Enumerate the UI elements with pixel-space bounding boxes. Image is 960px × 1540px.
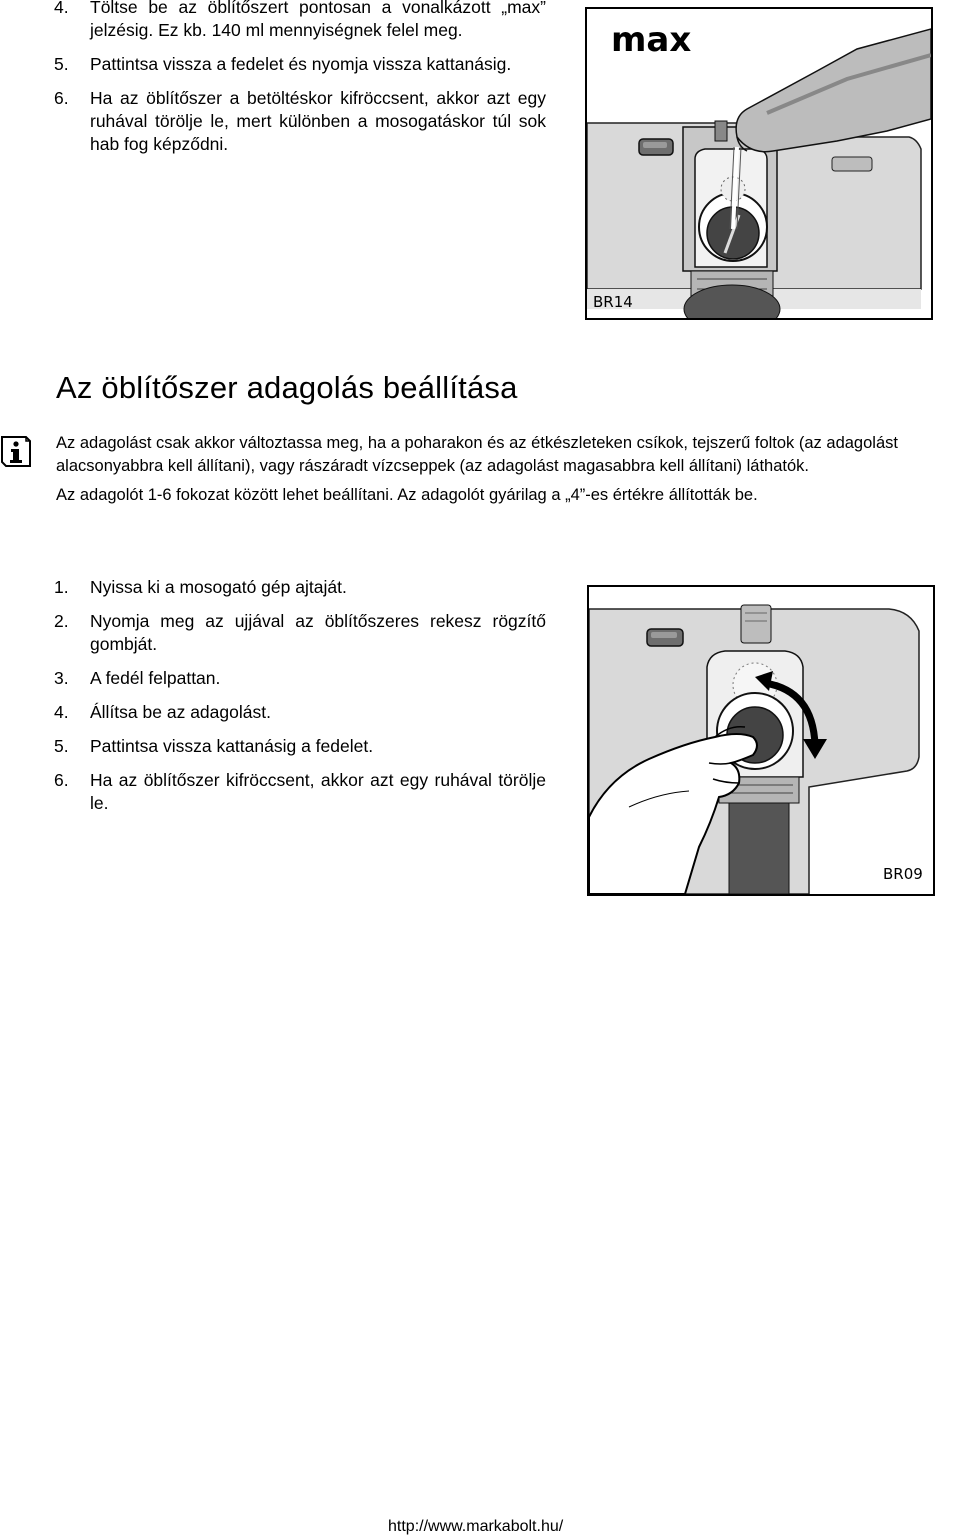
step-item: 3. A fedél felpattan. [54, 668, 221, 688]
step-item: 2. Nyomja meg az ujjával az öblítőszeres rekesz rögzítő gombját. [54, 611, 546, 654]
info-text [56, 432, 932, 513]
figure-code: BR09 [883, 865, 923, 883]
info-paragraph: Az adagolót 1-6 fokozat között lehet beállítani. Az adagolót gyárilag a „4”-es értékre állították be. [56, 486, 758, 504]
filling-drawing [587, 9, 931, 318]
step-item: 4. Töltse be az öblítőszert pontosan a vonalkázott „max” jelzésig. Ez kb. 140 ml mennyiségnek felel meg. [54, 0, 546, 40]
info-paragraph: Az adagolást csak akkor változtassa meg, ha a poharakon és az étkészleteken csíkok, tejszerű foltok (az adagolást alacsonyabbra kell állítani), vagy rászáradt vízcseppek (az adagolást magasabbra kell állítani) láthatók. [56, 434, 898, 475]
figure-code: BR14 [593, 293, 633, 311]
step-item: 1. Nyissa ki a mosogató gép ajtaját. [54, 577, 347, 597]
adjusting-illustration [587, 585, 935, 896]
step-item: 5. Pattintsa vissza a fedelet és nyomja vissza kattanásig. [54, 54, 512, 74]
step-item: 6. Ha az öblítőszer kifröccsent, akkor azt egy ruhával törölje le. [54, 770, 546, 813]
step-item: 5. Pattintsa vissza kattanásig a fedelet. [54, 736, 374, 756]
bottom-step-list [54, 576, 546, 826]
max-label: max [611, 20, 692, 60]
step-item: 6. Ha az öblítőszer a betöltéskor kifröccsent, akkor azt egy ruhával törölje le, mert különben a mosogatáskor túl sok hab fog képződni. [54, 88, 546, 154]
footer-url[interactable]: http://www.markabolt.hu/ [388, 1518, 564, 1535]
filling-illustration [585, 7, 933, 320]
info-icon [0, 432, 32, 470]
adjusting-drawing [589, 587, 933, 894]
step-item: 4. Állítsa be az adagolást. [54, 702, 271, 722]
section-heading: Az öblítőszer adagolás beállítása [56, 370, 518, 405]
top-step-list [54, 0, 546, 167]
